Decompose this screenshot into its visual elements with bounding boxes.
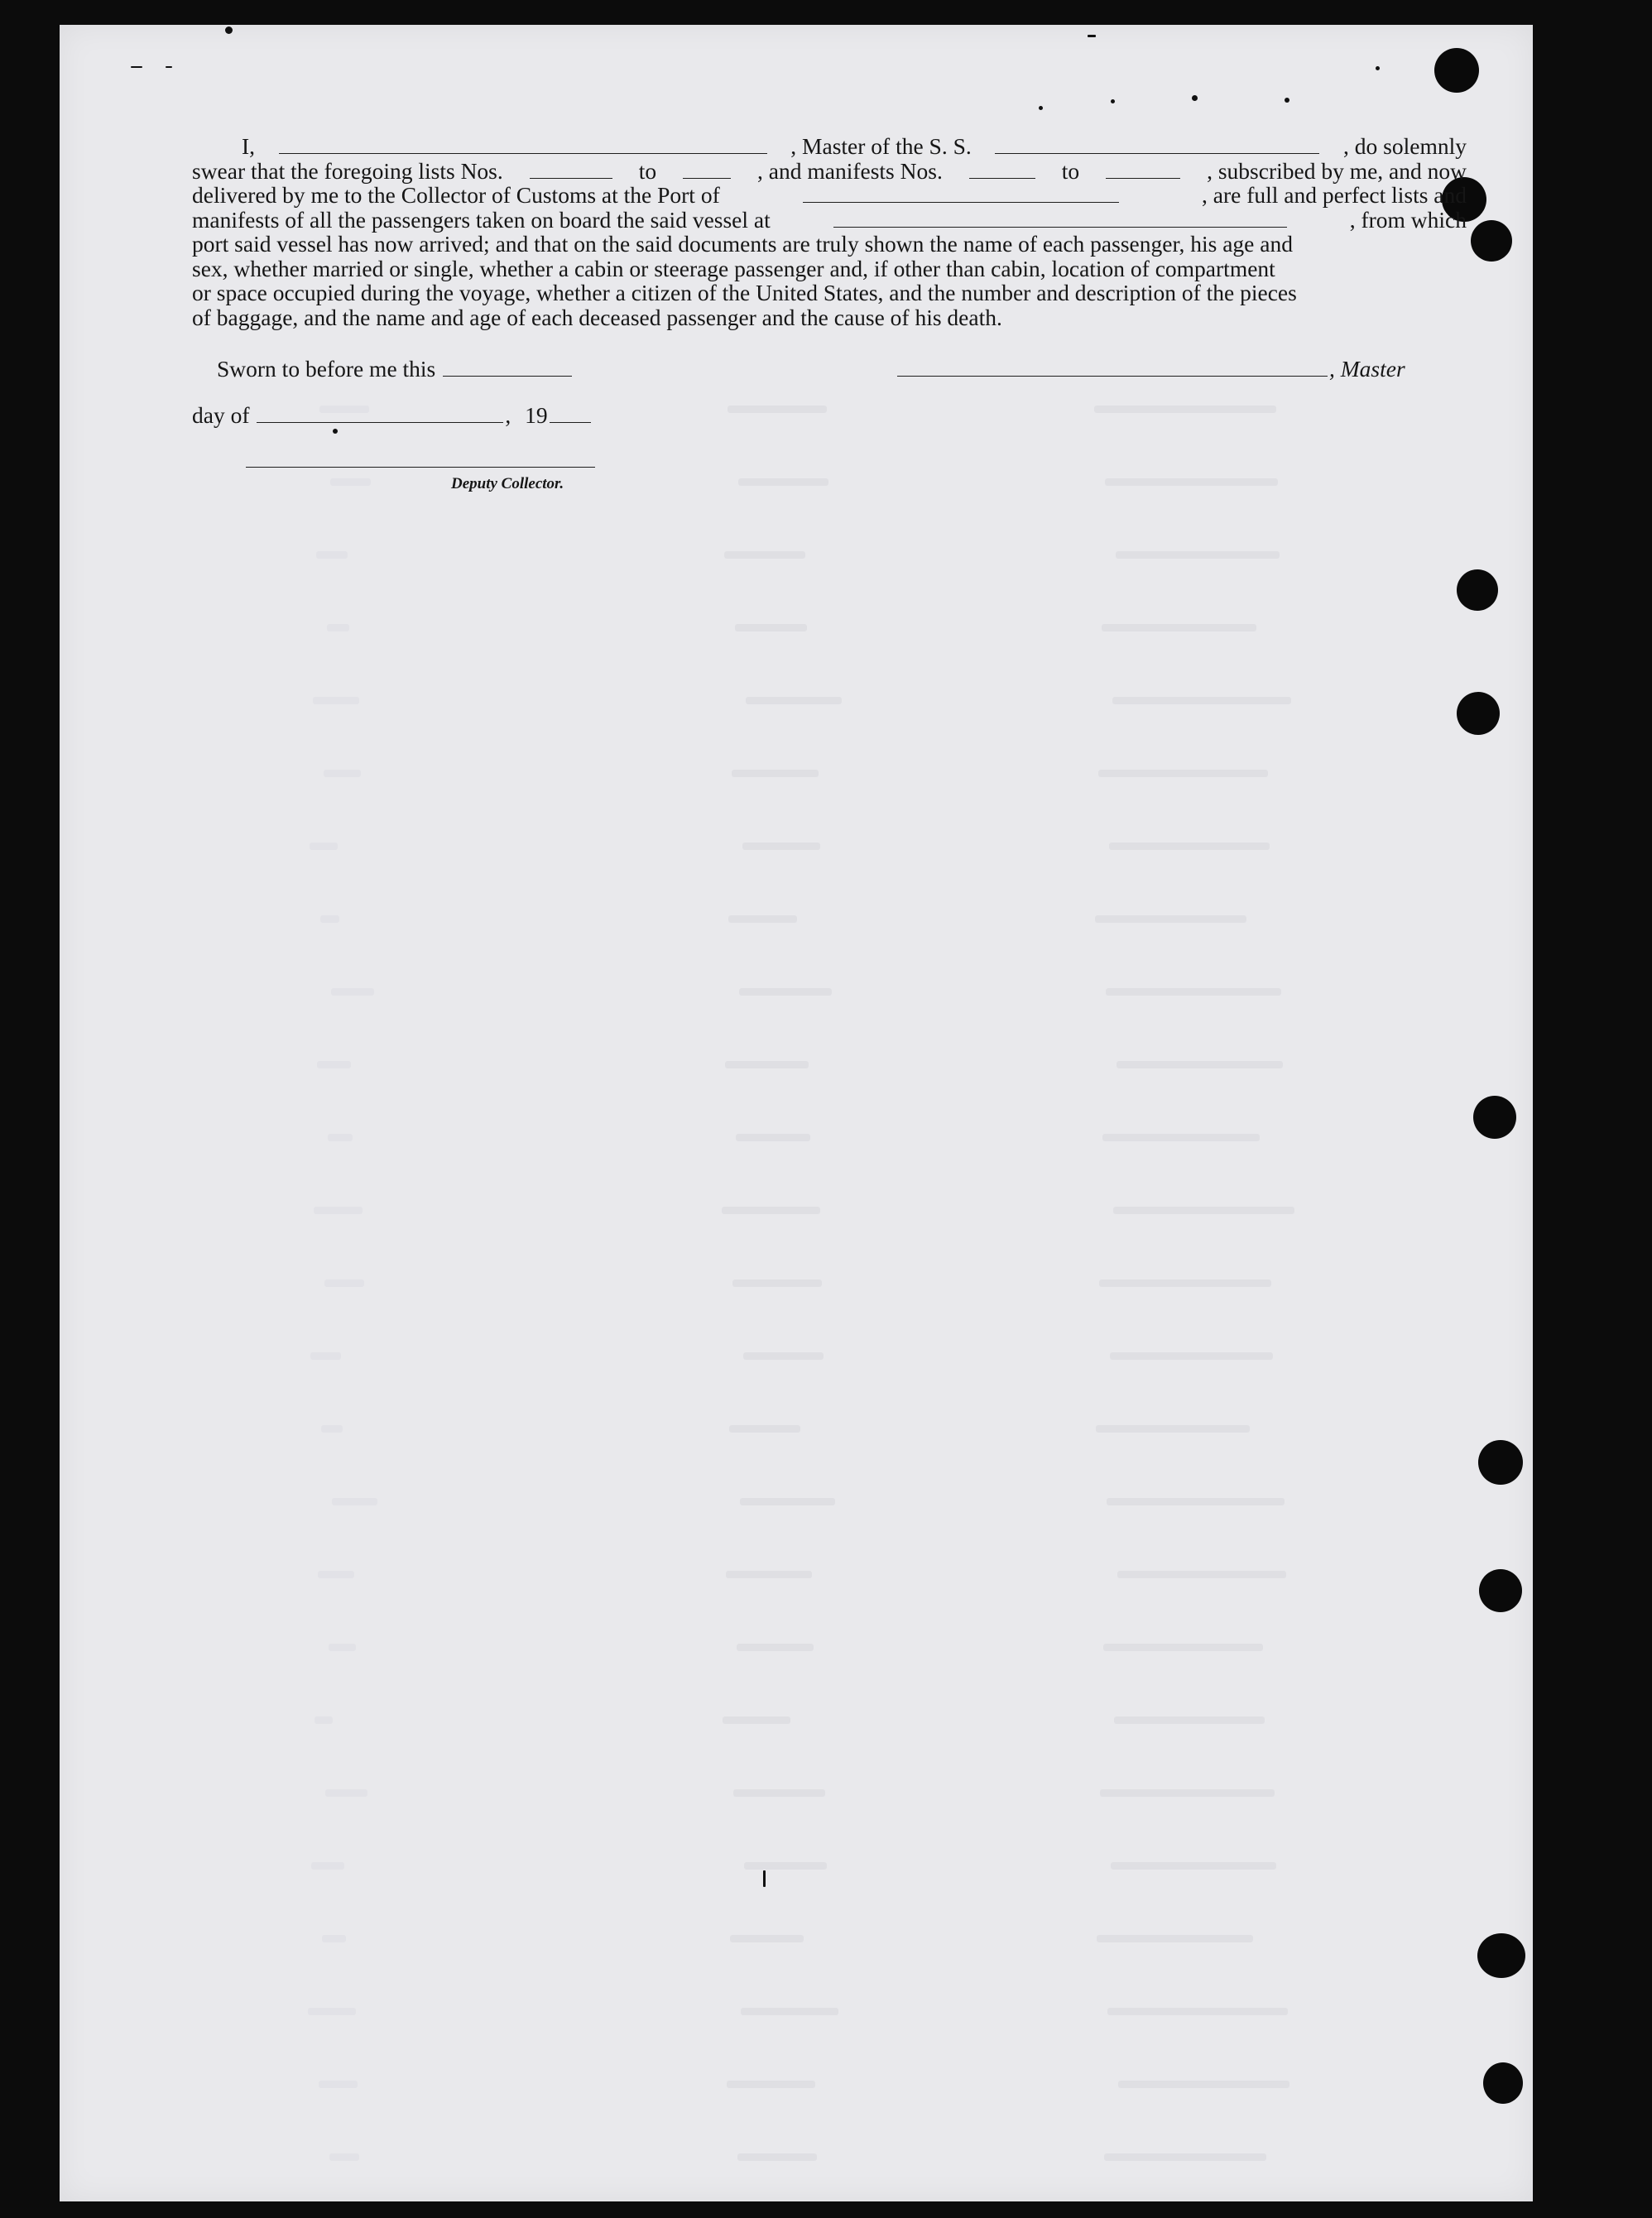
bleed-through-mark <box>728 406 827 413</box>
bleed-through-mark <box>317 1061 351 1068</box>
list-to-blank[interactable] <box>683 163 731 179</box>
bleed-through-mark <box>736 1134 810 1141</box>
sworn-date-blank[interactable] <box>443 361 572 377</box>
oath-text: , do solemnly <box>1343 133 1467 159</box>
oath-text: , are full and perfect lists and <box>1202 182 1467 208</box>
master-label: , Master <box>1329 356 1405 382</box>
oath-text: manifests of all the passengers taken on board the said vessel at <box>192 206 771 233</box>
bleed-through-mark <box>1106 988 1281 996</box>
day-of-line <box>192 402 593 429</box>
bleed-through-mark <box>315 1716 333 1724</box>
year-blank[interactable] <box>550 407 591 423</box>
punch-hole <box>1477 1933 1525 1978</box>
bleed-through-mark <box>1099 1279 1271 1287</box>
deputy-signature-blank[interactable] <box>246 467 595 468</box>
master-signature-blank[interactable] <box>897 361 1328 377</box>
bleed-through-mark <box>1094 406 1276 413</box>
bleed-through-mark <box>318 1571 354 1578</box>
bleed-through-mark <box>1098 770 1268 777</box>
punch-hole <box>1471 220 1512 262</box>
oath-paragraph <box>192 134 1467 329</box>
bleed-through-mark <box>741 2008 838 2015</box>
speck <box>1088 35 1096 37</box>
oath-line-2 <box>192 159 1467 184</box>
bleed-through-mark <box>732 1279 822 1287</box>
bleed-through-mark <box>724 551 805 559</box>
bleed-through-mark <box>1110 1352 1273 1360</box>
bleed-through-mark <box>1102 624 1256 631</box>
bleed-through-mark <box>1103 1644 1263 1651</box>
list-from-blank[interactable] <box>530 163 612 179</box>
bleed-through-mark <box>733 1789 825 1797</box>
bleed-through-mark <box>732 770 819 777</box>
port-departure-blank[interactable] <box>833 212 1287 228</box>
bleed-through-mark <box>742 843 820 850</box>
bleed-through-mark <box>314 1207 363 1214</box>
master-name-blank[interactable] <box>279 138 767 154</box>
punch-hole <box>1483 2062 1523 2104</box>
manifest-to-blank[interactable] <box>1106 163 1180 179</box>
bleed-through-mark <box>743 1352 824 1360</box>
month-blank[interactable] <box>257 407 503 423</box>
bleed-through-mark <box>744 1862 827 1870</box>
bleed-through-mark <box>324 770 361 777</box>
oath-line-8 <box>192 305 1467 330</box>
year-prefix: 19 <box>525 402 548 428</box>
speck <box>1039 106 1043 110</box>
oath-text: port said vessel has now arrived; and that on the said documents are truly shown the name of each passenger, his age and <box>192 231 1293 257</box>
bleed-through-mark <box>325 1789 367 1797</box>
bleed-through-mark <box>1100 1789 1275 1797</box>
ship-name-blank[interactable] <box>995 138 1319 154</box>
manifest-oath-sheet <box>60 25 1533 2201</box>
bleed-through-mark <box>327 624 349 631</box>
oath-text: , subscribed by me, and now <box>1207 157 1467 184</box>
speck <box>1111 99 1115 103</box>
year-comma: , <box>505 402 511 428</box>
bleed-through-mark <box>735 624 807 631</box>
bleed-through-mark <box>313 697 359 704</box>
bleed-through-mark <box>737 1644 814 1651</box>
oath-line-6 <box>192 257 1467 281</box>
bleed-through-mark <box>740 1498 835 1505</box>
bleed-through-mark <box>1117 1061 1283 1068</box>
bleed-through-mark <box>329 2153 359 2161</box>
bleed-through-mark <box>1116 551 1280 559</box>
bleed-through-mark <box>723 1716 790 1724</box>
oath-line-3 <box>192 183 1467 208</box>
bleed-through-mark <box>1104 2153 1266 2161</box>
sworn-label: Sworn to before me this <box>217 356 436 382</box>
speck <box>225 26 233 34</box>
bleed-through-text <box>60 25 1533 2201</box>
punch-hole <box>1457 692 1500 735</box>
punch-hole <box>1479 1569 1522 1612</box>
speck <box>1376 66 1380 70</box>
speck <box>763 1870 766 1887</box>
bleed-through-mark <box>332 1498 377 1505</box>
bleed-through-mark <box>722 1207 820 1214</box>
speck <box>1285 98 1289 103</box>
bleed-through-mark <box>1096 1425 1250 1433</box>
bleed-through-mark <box>1111 1862 1276 1870</box>
bleed-through-mark <box>320 915 339 923</box>
bleed-through-mark <box>322 1935 346 1942</box>
bleed-through-mark <box>328 1134 353 1141</box>
punch-hole <box>1473 1096 1516 1139</box>
bleed-through-mark <box>321 1425 343 1433</box>
bleed-through-mark <box>324 1279 364 1287</box>
bleed-through-mark <box>1105 478 1278 486</box>
punch-hole <box>1457 569 1498 611</box>
oath-text: to <box>1061 157 1080 184</box>
bleed-through-mark <box>310 843 338 850</box>
oath-text: to <box>638 157 657 184</box>
speck <box>131 66 142 68</box>
bleed-through-mark <box>1097 1935 1253 1942</box>
bleed-through-mark <box>1118 2081 1289 2088</box>
bleed-through-mark <box>1109 843 1270 850</box>
bleed-through-mark <box>725 1061 809 1068</box>
bleed-through-mark <box>329 1644 356 1651</box>
oath-text: I, <box>242 133 256 159</box>
oath-line-4 <box>192 208 1467 233</box>
bleed-through-mark <box>1113 1207 1294 1214</box>
speck <box>333 429 338 434</box>
bleed-through-mark <box>319 2081 358 2088</box>
speck <box>1192 95 1198 101</box>
bleed-through-mark <box>739 988 832 996</box>
bleed-through-mark <box>729 1425 800 1433</box>
oath-text: delivered by me to the Collector of Customs at the Port of <box>192 182 720 208</box>
bleed-through-mark <box>330 478 371 486</box>
bleed-through-mark <box>310 1352 341 1360</box>
bleed-through-mark <box>1112 697 1291 704</box>
speck <box>166 66 172 68</box>
bleed-through-mark <box>1117 1571 1286 1578</box>
oath-text: of baggage, and the name and age of each deceased passenger and the cause of his death. <box>192 304 1002 330</box>
oath-line-1 <box>192 134 1467 159</box>
bleed-through-mark <box>726 1571 812 1578</box>
bleed-through-mark <box>746 697 842 704</box>
sworn-line <box>217 356 574 382</box>
oath-text: sex, whether married or single, whether a cabin or steerage passenger and, if other than cabin, location of compartment <box>192 255 1275 281</box>
bleed-through-mark <box>1107 1498 1285 1505</box>
punch-hole <box>1434 48 1479 93</box>
bleed-through-mark <box>1095 915 1246 923</box>
deputy-collector-label: Deputy Collector. <box>451 475 564 492</box>
bleed-through-mark <box>1114 1716 1265 1724</box>
oath-text: , and manifests Nos. <box>757 157 943 184</box>
oath-text: , Master of the S. S. <box>790 133 972 159</box>
bleed-through-mark <box>311 1862 344 1870</box>
port-arrival-blank[interactable] <box>803 187 1119 203</box>
oath-text: or space occupied during the voyage, whether a citizen of the United States, and the number and description of the pieces <box>192 280 1297 305</box>
bleed-through-mark <box>738 478 828 486</box>
bleed-through-mark <box>1102 1134 1260 1141</box>
oath-line-5 <box>192 232 1467 257</box>
bleed-through-mark <box>737 2153 817 2161</box>
bleed-through-mark <box>331 988 374 996</box>
day-of-label: day of <box>192 402 250 428</box>
manifest-from-blank[interactable] <box>969 163 1035 179</box>
bleed-through-mark <box>308 2008 356 2015</box>
bleed-through-mark <box>316 551 348 559</box>
oath-line-7 <box>192 281 1467 305</box>
bleed-through-mark <box>728 915 797 923</box>
punch-hole <box>1478 1440 1523 1485</box>
oath-text: swear that the foregoing lists Nos. <box>192 157 503 184</box>
bleed-through-mark <box>727 2081 815 2088</box>
bleed-through-mark <box>1107 2008 1288 2015</box>
master-signature-line <box>896 356 1405 382</box>
oath-text: , from which <box>1349 206 1467 233</box>
bleed-through-mark <box>730 1935 804 1942</box>
